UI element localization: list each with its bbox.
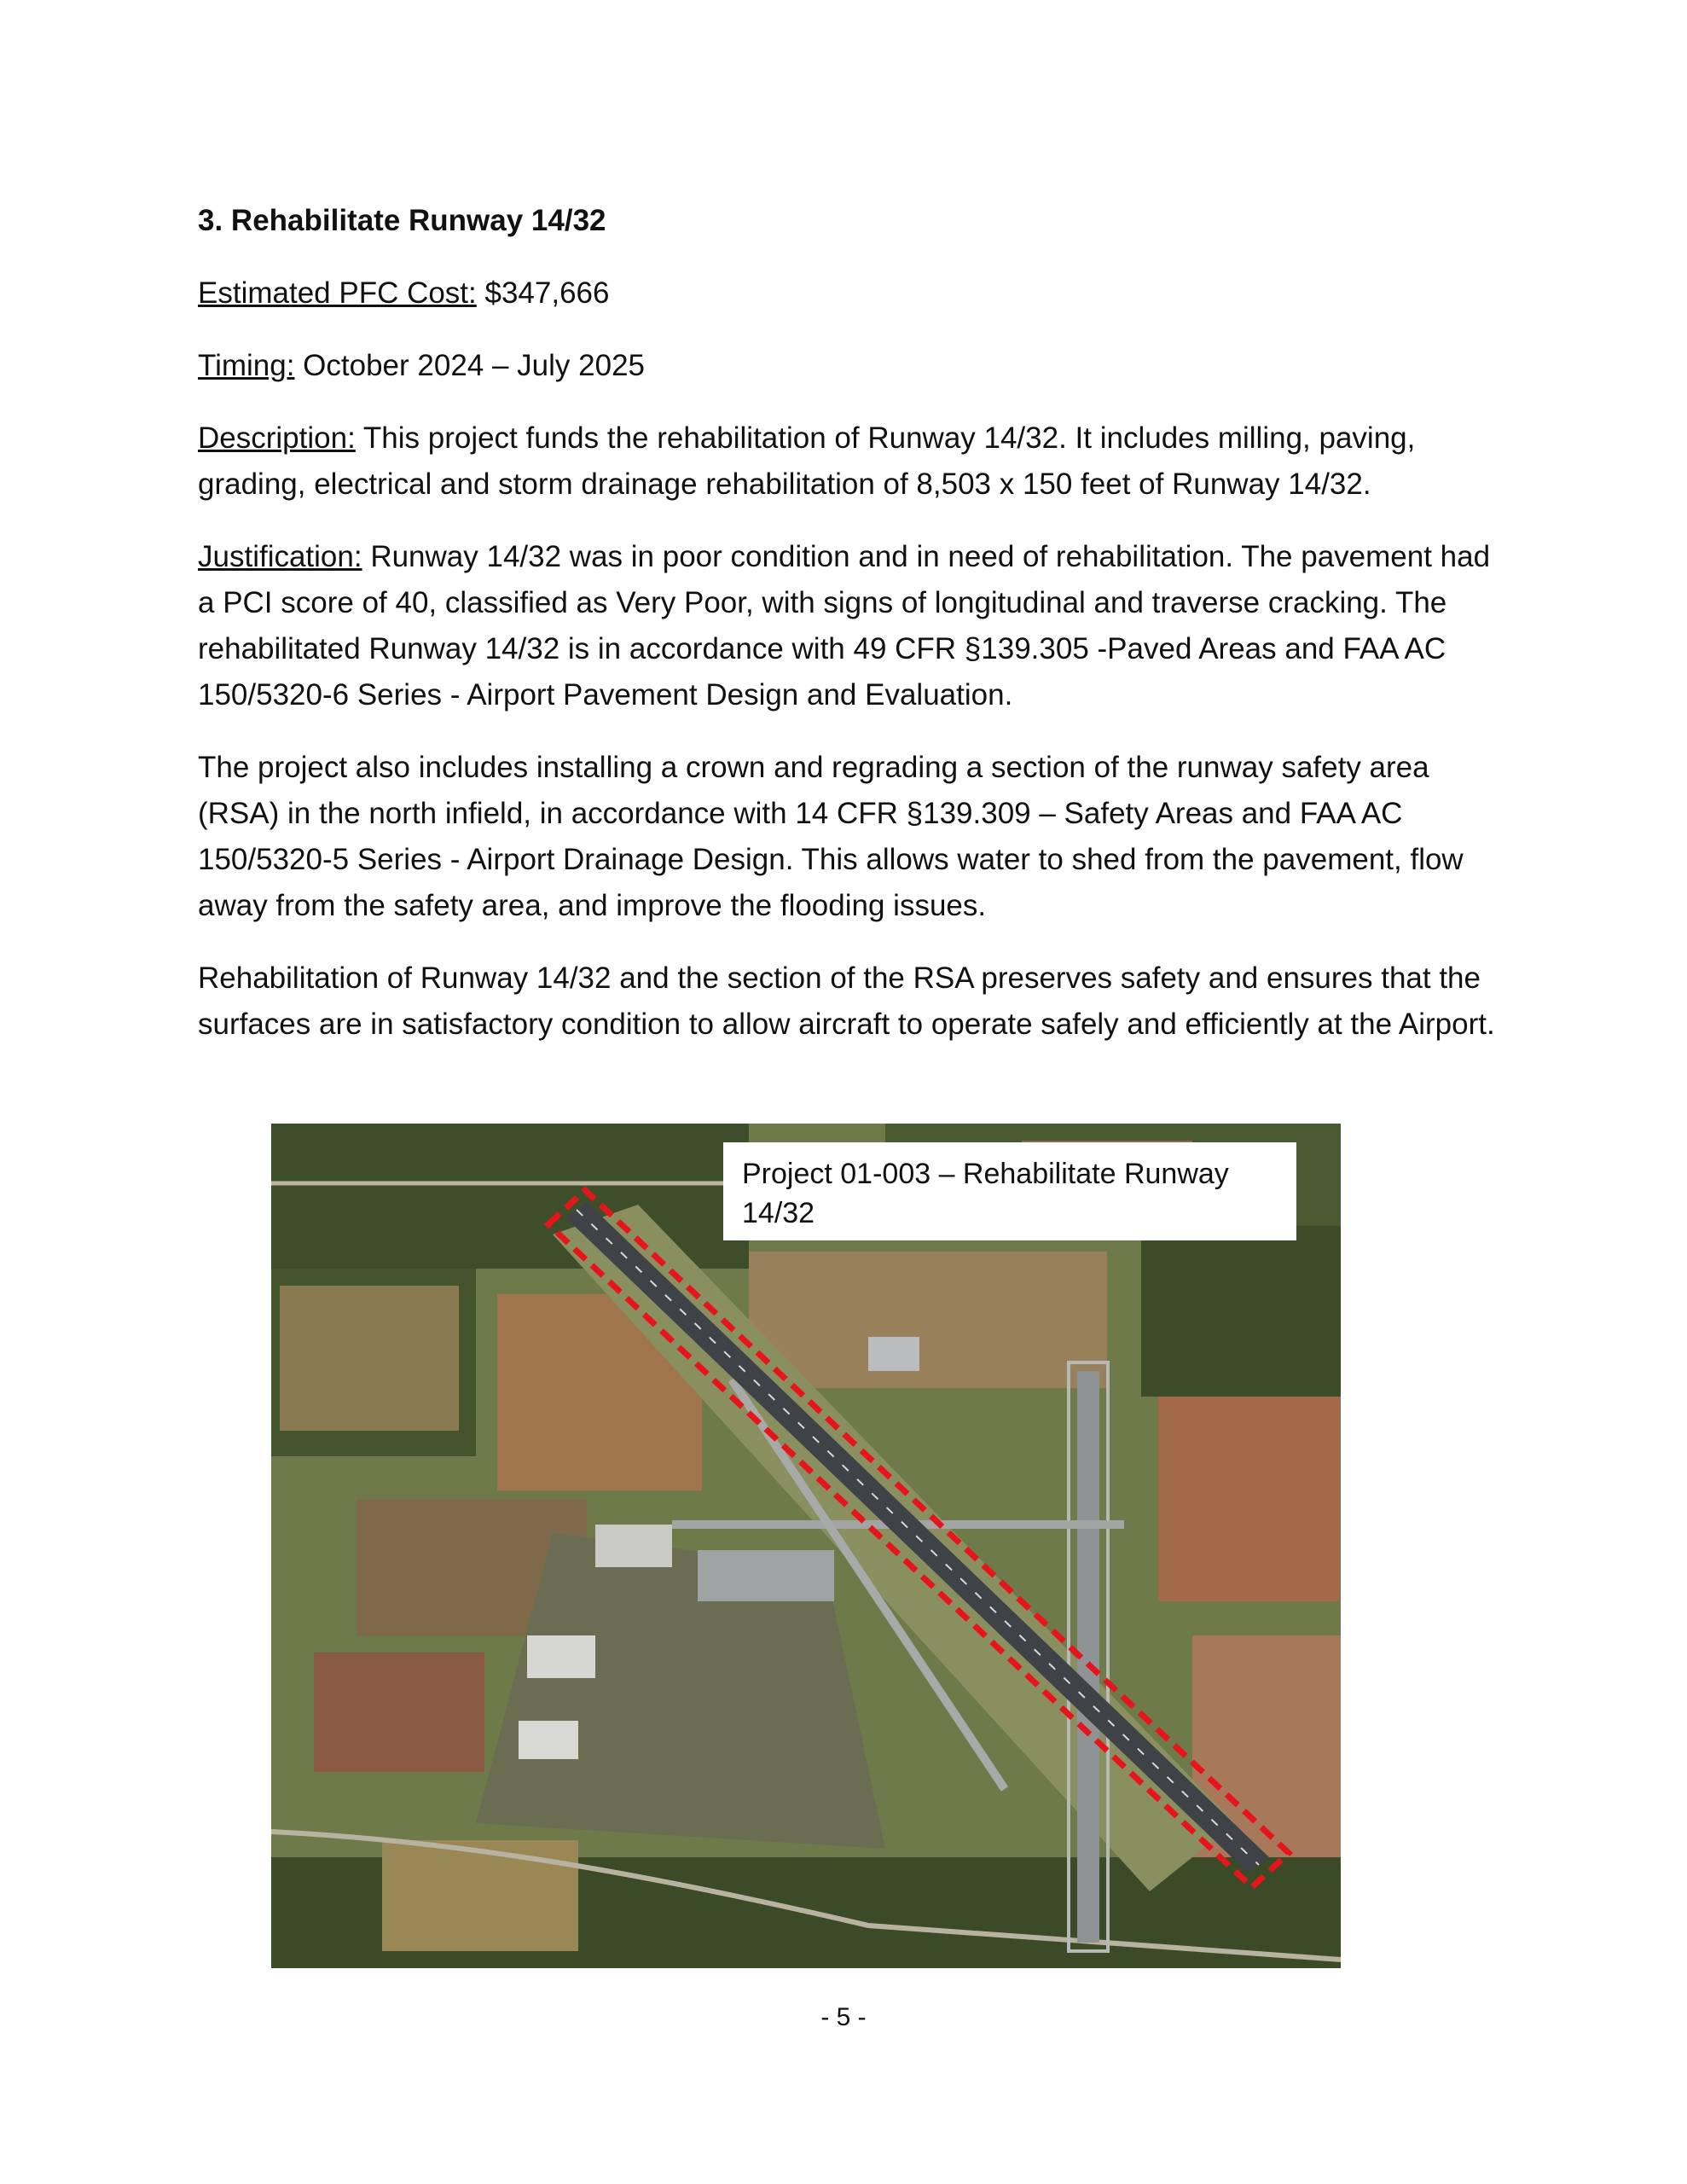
cost-label: Estimated PFC Cost:	[198, 276, 477, 310]
project-callout: Project 01-003 – Rehabilitate Runway 14/32	[723, 1142, 1296, 1240]
timing-line	[198, 343, 1511, 389]
timing-value: October 2024 – July 2025	[294, 349, 646, 382]
farm-field	[280, 1286, 459, 1431]
page-number: - 5 -	[820, 2003, 867, 2031]
section-heading: 3. Rehabilitate Runway 14/32	[198, 204, 606, 237]
hangar	[595, 1525, 672, 1567]
justification-paragraph	[198, 534, 1511, 718]
building	[519, 1721, 578, 1759]
description-text: This project funds the rehabilitation of Runway 14/32. It includes milling, paving, grading, electrical and storm drainage rehabilitation of 8,503 x 150 feet of Runway 14/32.	[198, 421, 1416, 501]
description-paragraph	[198, 415, 1511, 508]
building	[868, 1337, 919, 1371]
cost-line	[198, 270, 1511, 317]
hangar	[527, 1635, 595, 1678]
farm-field	[749, 1252, 1107, 1388]
farm-field	[314, 1653, 484, 1772]
cost-value: $347,666	[476, 276, 610, 310]
timing-label: Timing:	[198, 349, 295, 382]
conclusion-paragraph: Rehabilitation of Runway 14/32 and the section of the RSA preserves safety and ensures that the surfaces are in satisfactory condition to allow aircraft to operate safely and efficiently at the Airport.	[198, 961, 1495, 1041]
farm-field	[382, 1840, 578, 1951]
justification-text: Runway 14/32 was in poor condition and in need of rehabilitation. The pavement had a PCI score of 40, classified as Very Poor, with signs of longitudinal and traverse cracking. The rehabilitated Runway 14/32 is in accordance with 49 CFR §139.305 -Paved Areas and FAA AC 150/5320-6 Series - Airport Pavement Design and Evaluation.	[198, 540, 1491, 712]
aerial-photo	[271, 1124, 1341, 1968]
apron	[698, 1550, 834, 1601]
justification-label: Justification:	[198, 540, 362, 573]
document-body	[198, 198, 1511, 1074]
aerial-map-graphic	[271, 1124, 1341, 1968]
farm-field	[1158, 1397, 1341, 1601]
rsa-paragraph: The project also includes installing a crown and regrading a section of the runway safety area (RSA) in the north infield, in accordance with 14 CFR §139.309 – Safety Areas and FAA AC 150/5320-5 Series - Airport Drainage Design. This allows water to shed from the pavement, flow away from the safety area, and improve the flooding issues.	[198, 751, 1464, 922]
description-label: Description:	[198, 421, 356, 455]
